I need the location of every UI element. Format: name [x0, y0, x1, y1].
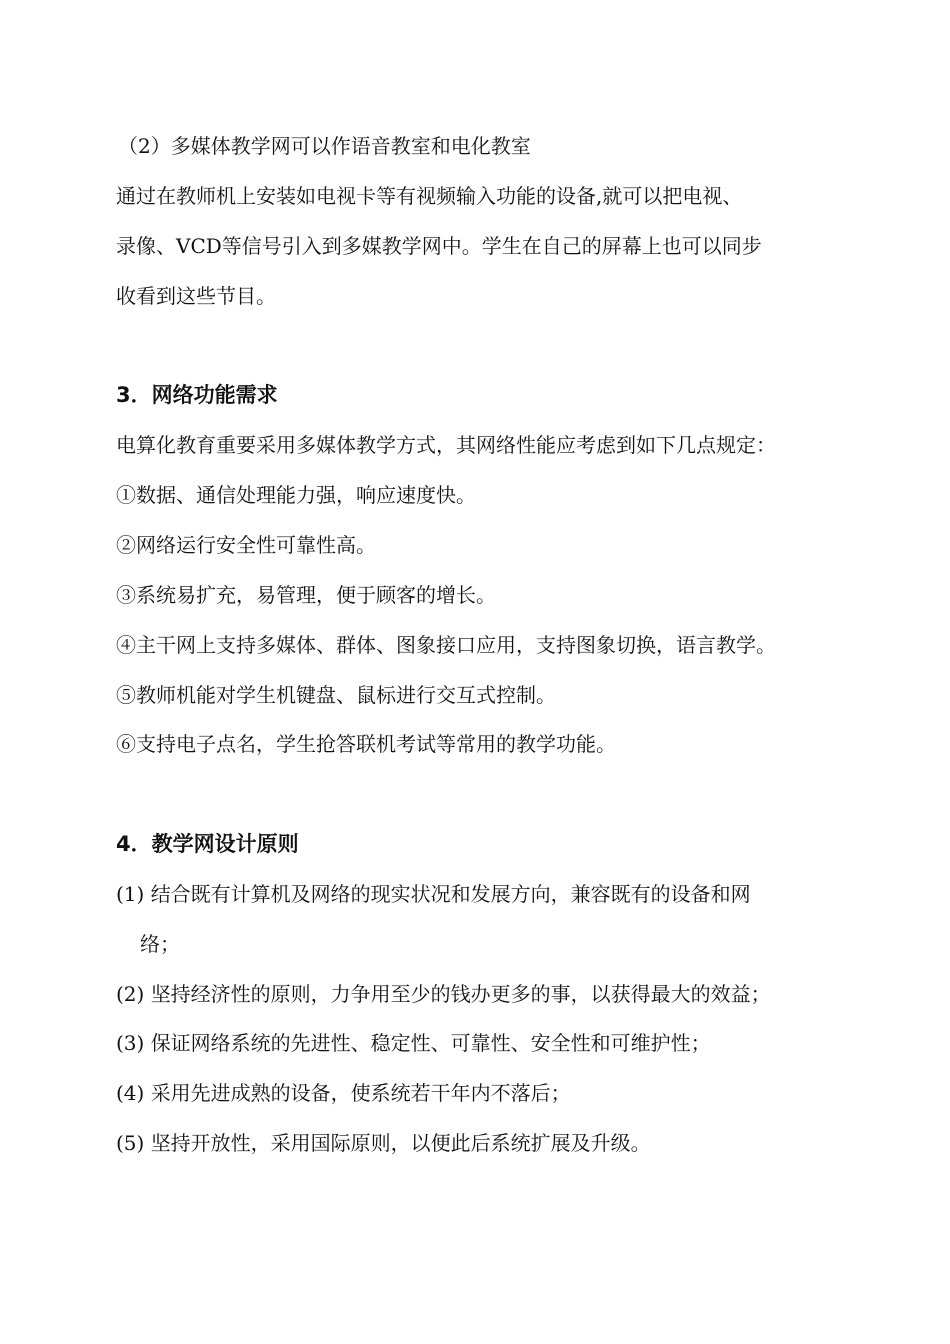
- section3-list-item: ①数据、通信处理能力强，响应速度快。: [116, 483, 476, 507]
- section2-subheading: （2）多媒体教学网可以作语音教室和电化教室: [118, 134, 531, 158]
- section3-list-item: ②网络运行安全性可靠性高。: [116, 533, 376, 557]
- section2-paragraph-line: 通过在教师机上安装如电视卡等有视频输入功能的设备,就可以把电视、: [116, 184, 743, 208]
- section4-list-item-continuation: 络；: [140, 932, 180, 956]
- section3-list-item: ⑤教师机能对学生机键盘、鼠标进行交互式控制。: [116, 683, 556, 707]
- section3-intro: 电算化教育重要采用多媒体教学方式，其网络性能应考虑到如下几点规定：: [116, 433, 776, 457]
- section2-paragraph-line: 录像、VCD等信号引入到多媒教学网中。学生在自己的屏幕上也可以同步: [116, 234, 762, 258]
- section4-list-item: (4) 采用先进成熟的设备，使系统若干年内不落后；: [116, 1081, 571, 1105]
- section3-heading: 3．网络功能需求: [116, 383, 278, 407]
- section4-list-item: (1) 结合既有计算机及网络的现实状况和发展方向，兼容既有的设备和网: [116, 882, 751, 906]
- section3-list-item: ④主干网上支持多媒体、群体、图象接口应用，支持图象切换，语言教学。: [116, 633, 776, 657]
- section2-paragraph-line: 收看到这些节目。: [116, 284, 276, 308]
- section4-heading: 4．教学网设计原则: [116, 832, 299, 856]
- section4-list-item: (2) 坚持经济性的原则，力争用至少的钱办更多的事，以获得最大的效益；: [116, 982, 771, 1006]
- section4-list-item: (3) 保证网络系统的先进性、稳定性、可靠性、安全性和可维护性；: [116, 1031, 711, 1055]
- section3-list-item: ③系统易扩充，易管理，便于顾客的增长。: [116, 583, 496, 607]
- section3-list-item: ⑥支持电子点名，学生抢答联机考试等常用的教学功能。: [116, 732, 616, 756]
- section4-list-item: (5) 坚持开放性，采用国际原则，以便此后系统扩展及升级。: [116, 1131, 651, 1155]
